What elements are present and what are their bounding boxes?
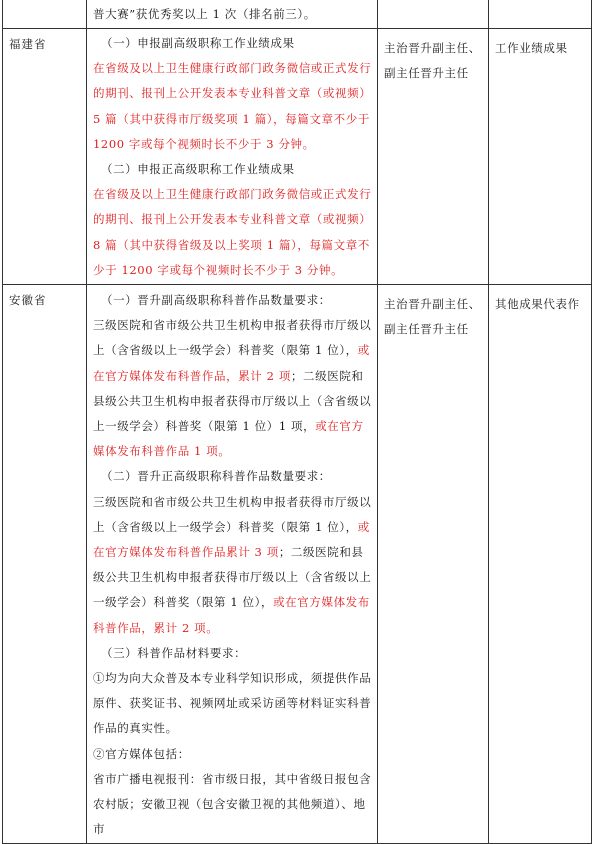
content-cell [87,29,378,285]
province-cell: 福建省 [3,29,87,285]
province-cell: 安徽省 [3,285,87,843]
scope-cell: 主治晋升副主任、副主任晋升主任 [378,29,489,285]
content-paragraph: ①均为向大众普及本专业科学知识形成，须提供作品原件、获奖证书、视频网址或采访函等材料证实科普作品的真实性。 [93,671,372,736]
table-row [3,0,592,29]
category-cell: 工作业绩成果 [489,29,592,285]
content-paragraph: 普大赛”获优秀奖以上 1 次（排名前三）。 [93,7,316,21]
table-row [3,29,592,285]
content-paragraph: 省市广播电视报刊：省市级日报，其中省级日报包含农村版；安徽卫视（包含安徽卫视的其他频道）、地市 [93,771,372,837]
section-heading: （一）晋升副高级职称科普作品数量要求： [101,293,331,308]
section-heading: （二）申报正高级职称工作业绩成果 [101,162,295,177]
red-requirement-text: 在省级及以上卫生健康行政部门政务微信或正式发行的期刊、报刊上公开发表本专业科普文章（或视频）8 篇（其中获得省级及以上奖项 1 篇），每篇文章不少于 1200 字或每个视频时长不少于 3 分钟。 [93,187,372,277]
province-cell [3,0,87,29]
category-cell [489,0,592,29]
content-cell [87,285,378,843]
table-row [3,285,592,843]
section-heading: （一）申报副高级职称工作业绩成果 [101,36,295,50]
scope-cell [378,0,489,29]
content-paragraph: ②官方媒体包括： [93,746,190,761]
mixed-requirement-text: 三级医院和省市级公共卫生机构申报者获得市厅级以上（含省级以上一级学会）科普奖（限第 1 位），或在官方媒体发布科普作品累计 3 项；二级医院和县级公共卫生机构申报者获得市厅级以上（含省级以上一级学会）科普奖（限第 1 位），或在官方媒体发布科普作品，累计 2 项。 [93,494,372,635]
requirements-table [2,0,592,844]
category-cell: 其他成果代表作 [489,285,592,843]
scope-cell: 主治晋升副主任、副主任晋升主任 [378,285,489,843]
content-cell [87,0,378,29]
section-heading: （二）晋升正高级职称科普作品数量要求： [101,469,331,484]
section-heading: （三）科普作品材料要求： [101,645,247,660]
red-requirement-text: 在省级及以上卫生健康行政部门政务微信或正式发行的期刊、报刊上公开发表本专业科普文章（或视频）5 篇（其中获得市厅级奖项 1 篇），每篇文章不少于 1200 字或每个视频时长不少于 3 分钟。 [93,61,372,151]
mixed-requirement-text: 三级医院和省市级公共卫生机构申报者获得市厅级以上（含省级以上一级学会）科普奖（限第 1 位），或在官方媒体发布科普作品，累计 2 项；二级医院和县级公共卫生机构申报者获得市厅级以上（含省级以上一级学会）科普奖（限第 1 位）1 项，或在官方媒体发布科普作品 1 项。 [93,318,372,459]
